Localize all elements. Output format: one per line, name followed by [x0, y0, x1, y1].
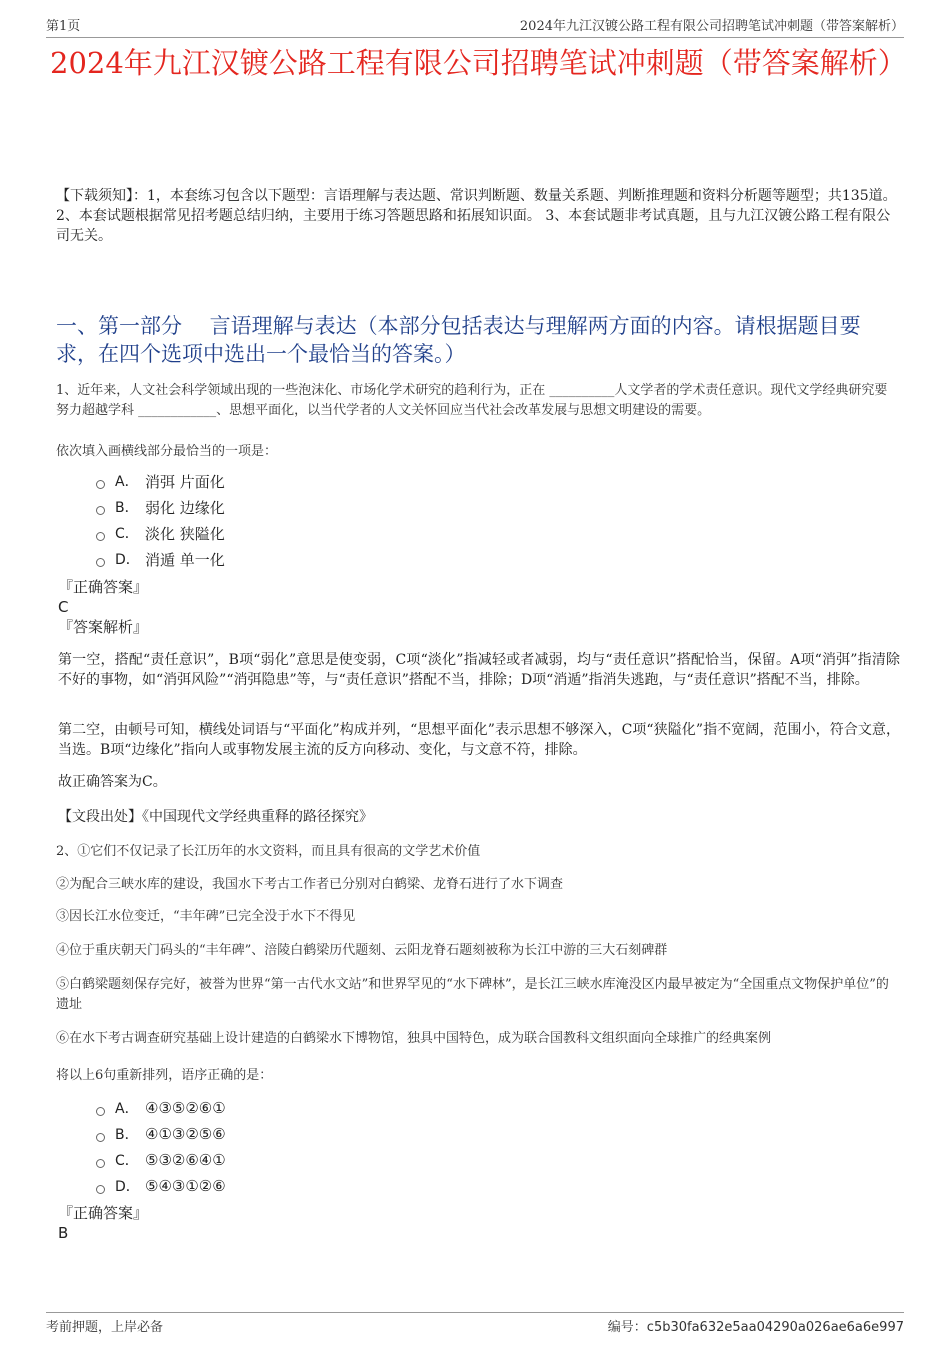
page-header [46, 14, 904, 38]
radio-icon[interactable] [96, 532, 105, 541]
option-text: ⑤③②⑥④① [145, 1151, 226, 1169]
analysis-paragraph-1: 第一空，搭配“责任意识”，B项“弱化”意思是使变弱，C项“淡化”指减轻或者减弱，均与“责任意识”搭配恰当，保留。A项“消弭”指清除不好的事物，如“消弭风险”“消弭隐患”等，与“责任意识”搭配不当，排除；D项“消遁”指消失逃跑，与“责任意识”搭配不当，排除。 [58, 652, 900, 688]
option-text: 淡化 狭隘化 [145, 524, 225, 543]
option-text: ④③⑤②⑥① [145, 1099, 226, 1117]
page-footer [46, 1312, 904, 1336]
question-2-sentence-6: ⑥在水下考古调查研究基础上设计建造的白鹤梁水下博物馆，独具中国特色，成为联合国教科文组织面向全球推广的经典案例 [56, 1031, 772, 1046]
radio-icon[interactable] [96, 1133, 105, 1142]
radio-icon[interactable] [96, 1107, 105, 1116]
option-label: A． [115, 1101, 139, 1117]
option-b[interactable] [96, 494, 225, 520]
question-2-sentence-4: ④位于重庆朝天门码头的“丰年碑”、涪陵白鹤梁历代题刻、云阳龙脊石题刻被称为长江中游的三大石刻碑群 [56, 943, 668, 958]
option-text: 消遁 单一化 [145, 550, 225, 569]
header-doc-title: 2024年九江汉镀公路工程有限公司招聘笔试冲刺题（带答案解析） [519, 19, 904, 34]
option-text: 弱化 边缘化 [145, 498, 225, 517]
question-1-options [96, 468, 225, 572]
radio-icon[interactable] [96, 1159, 105, 1168]
option-d[interactable] [96, 1173, 226, 1199]
analysis-conclusion: 故正确答案为C。 [58, 774, 167, 790]
option-label: B． [115, 500, 139, 516]
option-label: C． [115, 526, 139, 542]
footer-slogan: 考前押题，上岸必备 [46, 1320, 164, 1335]
option-text: ④①③②⑤⑥ [145, 1125, 226, 1143]
option-a[interactable] [96, 1095, 226, 1121]
question-1-prompt: 依次填入画横线部分最恰当的一项是： [56, 444, 278, 459]
answer-value: B [58, 1224, 69, 1242]
document-title: 2024年九江汉镀公路工程有限公司招聘笔试冲刺题（带答案解析） [50, 46, 907, 80]
document-code-value: c5b30fa632e5aa04290a026ae6a6e997 [646, 1320, 904, 1335]
question-2-prompt: 将以上6句重新排列，语序正确的是： [56, 1068, 273, 1083]
radio-icon[interactable] [96, 506, 105, 515]
question-2-options [96, 1095, 226, 1199]
question-1-stem: 1、近年来，人文社会科学领域出现的一些泡沫化、市场化学术研究的趋利行为，正在 __________人文学者的学术责任意识。现代文学经典研究要努力超越学科 ____________、思想平面化，以当代学者的人文关怀回应当代社会改革发展与思想文明建设的需要。 [56, 383, 888, 418]
question-2-sentence-3: ③因长江水位变迁，“丰年碑”已完全没于水下不得见 [56, 909, 356, 924]
question-2-sentence-2: ②为配合三峡水库的建设，我国水下考古工作者已分别对白鹤梁、龙脊石进行了水下调查 [56, 877, 564, 892]
option-d[interactable] [96, 546, 225, 572]
analysis-heading: 『答案解析』 [58, 618, 149, 636]
option-text: ⑤④③①②⑥ [145, 1177, 226, 1195]
answer-heading: 『正确答案』 [58, 578, 149, 596]
section-title: 一、第一部分 言语理解与表达（本部分包括表达与理解两方面的内容。请根据题目要求，在四个选项中选出一个最恰当的答案。） [56, 314, 861, 366]
download-notice: 【下载须知】：1，本套练习包含以下题型：言语理解与表达题、常识判断题、数量关系题、判断推理题和资料分析题等题型；共135道。 2、本套试题根据常见招考题总结归纳，主要用于练习答题思路和拓展知识面。 3、本套试题非考试真题，且与九江汉镀公路工程有限公司无关。 [56, 188, 897, 244]
radio-icon[interactable] [96, 480, 105, 489]
document-code [608, 1316, 904, 1335]
page-number: 第1页 [46, 19, 81, 34]
radio-icon[interactable] [96, 1185, 105, 1194]
document-code-label: 编号： [607, 1320, 647, 1335]
analysis-paragraph-2: 第二空，由顿号可知，横线处词语与“平面化”构成并列，“思想平面化”表示思想不够深入，C项“狭隘化”指不宽阔，范围小，符合文意，当选。B项“边缘化”指向人或事物发展主流的反方向移动、变化，与文意不符，排除。 [58, 722, 900, 758]
option-label: C． [115, 1153, 139, 1169]
radio-icon[interactable] [96, 558, 105, 567]
question-2-sentence-5: ⑤白鹤梁题刻保存完好，被誉为世界“第一古代水文站”和世界罕见的“水下碑林”，是长江三峡水库淹没区内最早被定为“全国重点文物保护单位”的遗址 [56, 977, 889, 1012]
passage-source: 【文段出处】《中国现代文学经典重释的路径探究》 [58, 809, 373, 825]
question-2-sentence-1: 2、①它们不仅记录了长江历年的水文资料，而且具有很高的文学艺术价值 [56, 844, 481, 859]
answer-heading: 『正确答案』 [58, 1204, 149, 1222]
option-label: D． [115, 552, 140, 568]
answer-value: C [58, 598, 69, 616]
option-b[interactable] [96, 1121, 226, 1147]
option-label: B． [115, 1127, 139, 1143]
option-a[interactable] [96, 468, 225, 494]
option-text: 消弭 片面化 [145, 472, 225, 491]
option-label: D． [115, 1179, 140, 1195]
option-c[interactable] [96, 1147, 226, 1173]
option-c[interactable] [96, 520, 225, 546]
option-label: A． [115, 474, 139, 490]
